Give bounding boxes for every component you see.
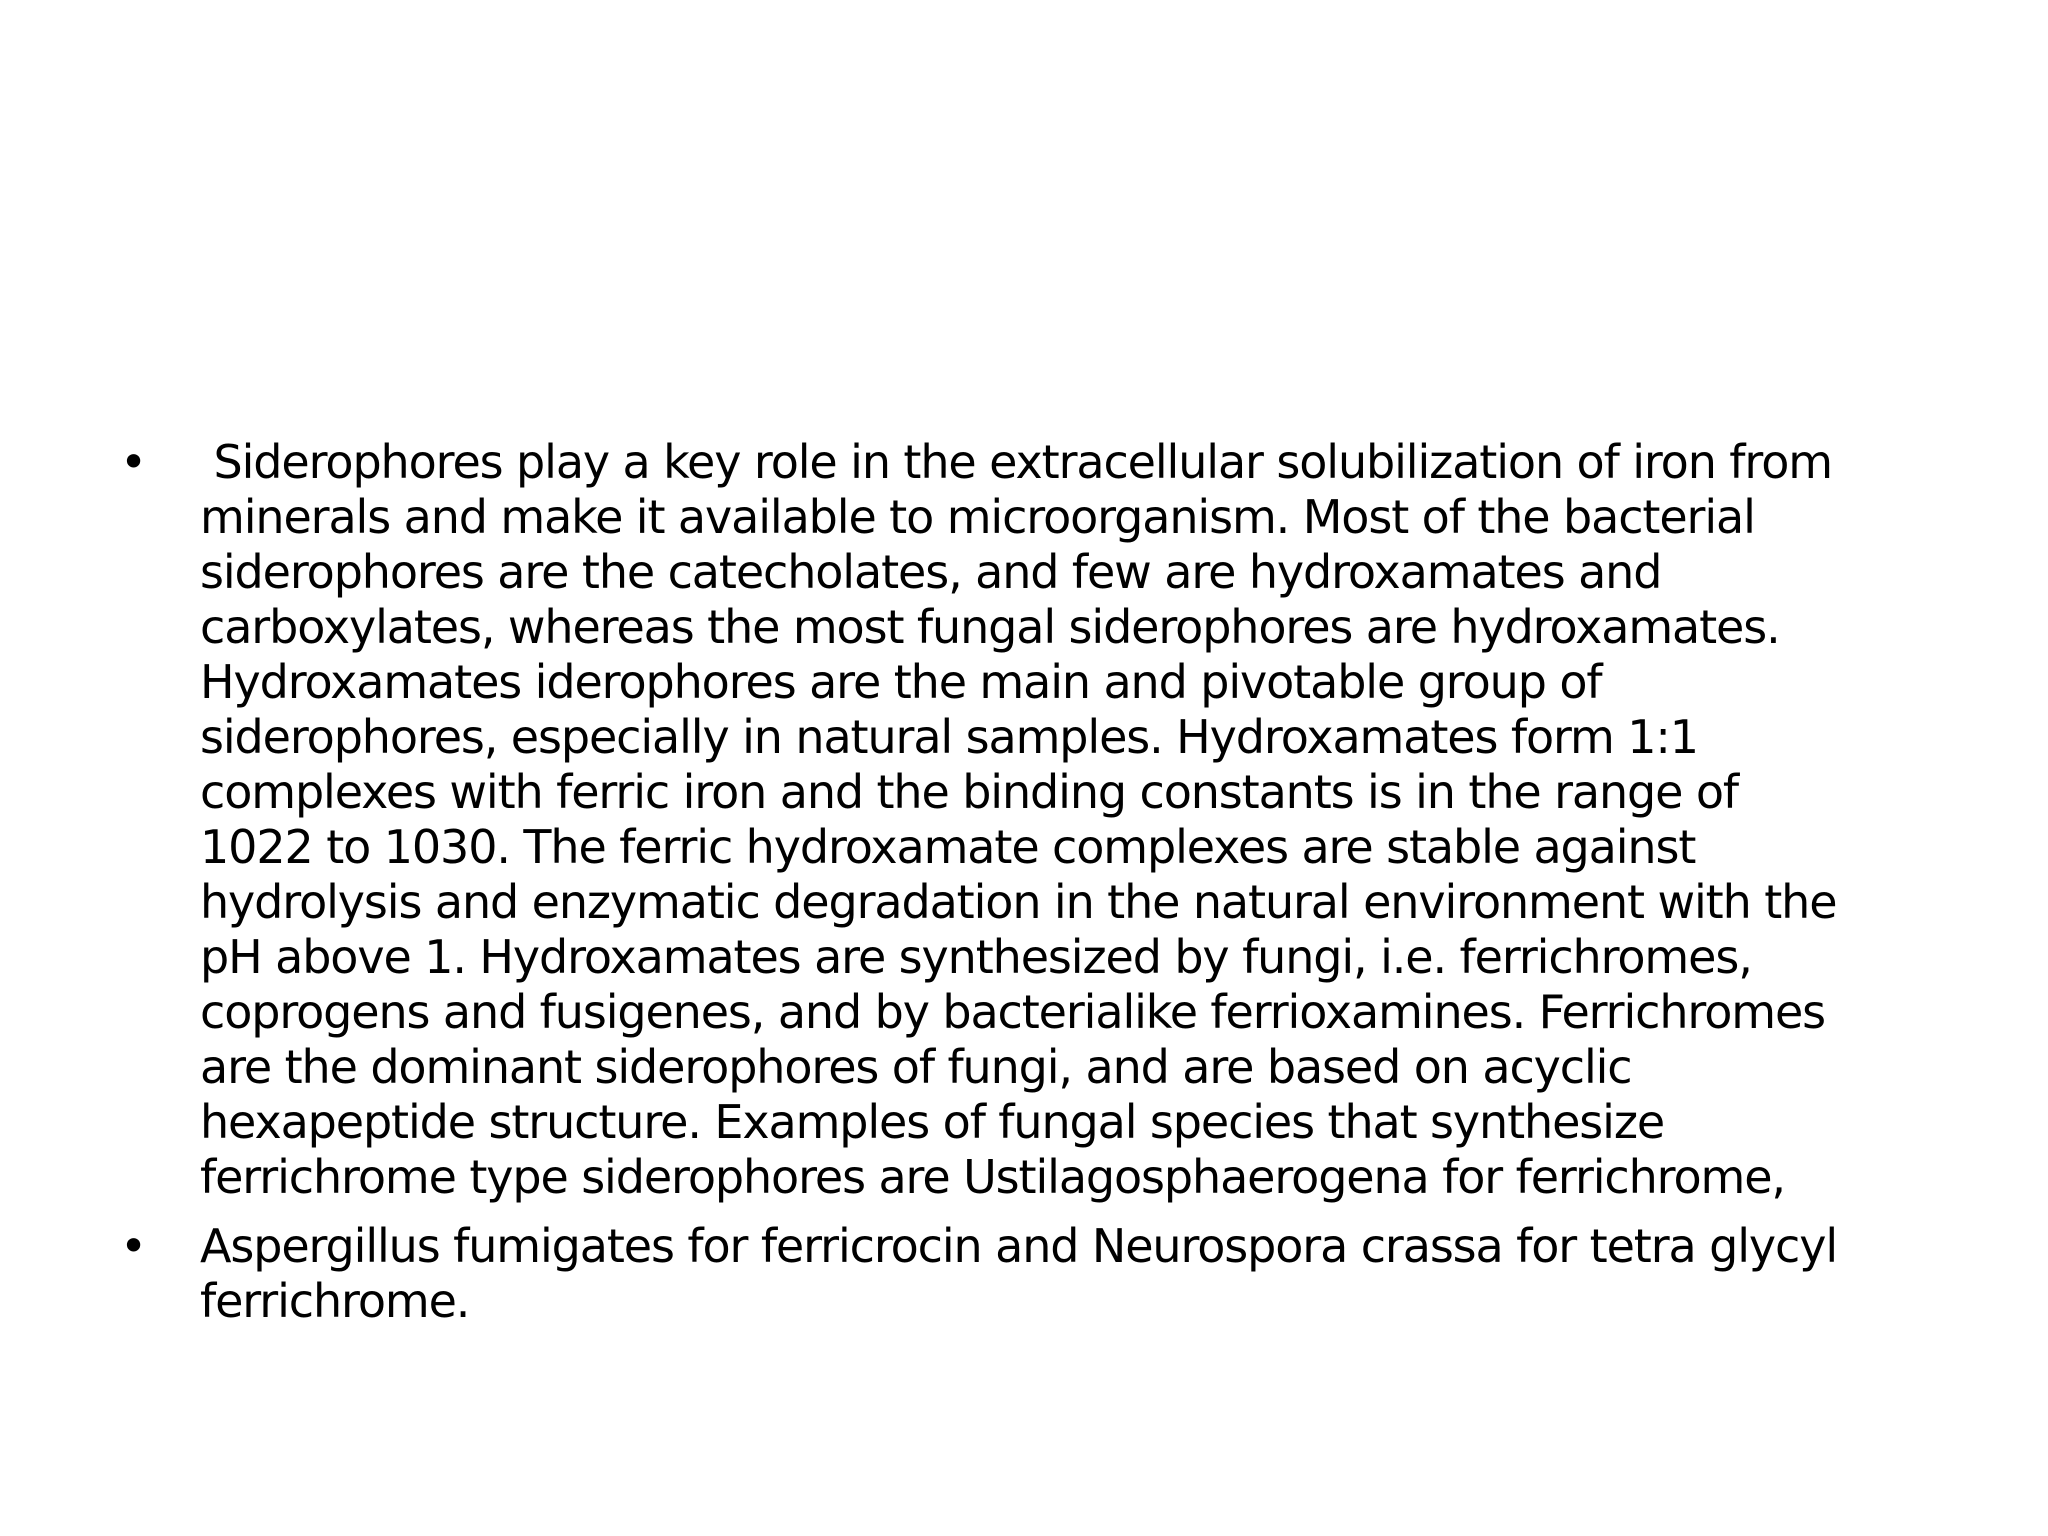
text-line: Hydroxamates iderophores are the main and pivotable group of xyxy=(200,655,1602,709)
slide-body xyxy=(120,435,1960,1329)
text-line: minerals and make it available to microorganism. Most of the bacterial xyxy=(200,490,1755,544)
bullet-item-1 xyxy=(120,435,1960,1205)
text-line: pH above 1. Hydroxamates are synthesized by fungi, i.e. ferrichromes, xyxy=(200,930,1752,984)
text-line: siderophores are the catecholates, and few are hydroxamates and xyxy=(200,545,1662,599)
text-line: Aspergillus fumigates for ferricrocin and Neurospora crassa for tetra glycyl xyxy=(200,1219,1838,1273)
text-line: complexes with ferric iron and the binding constants is in the range of xyxy=(200,765,1739,819)
text-line: siderophores, especially in natural samples. Hydroxamates form 1:1 xyxy=(200,710,1698,764)
text-line: ferrichrome type siderophores are Ustilagosphaerogena for ferrichrome, xyxy=(200,1150,1785,1204)
bullet-icon: • xyxy=(120,1219,147,1273)
text-line: coprogens and fusigenes, and by bacterialike ferrioxamines. Ferrichromes xyxy=(200,985,1826,1039)
text-line: Siderophores play a key role in the extracellular solubilization of iron from xyxy=(200,435,1832,489)
text-line: carboxylates, whereas the most fungal siderophores are hydroxamates. xyxy=(200,600,1780,654)
text-line: hydrolysis and enzymatic degradation in the natural environment with the xyxy=(200,875,1837,929)
bullet-icon: • xyxy=(120,435,147,489)
text-line: 1022 to 1030. The ferric hydroxamate complexes are stable against xyxy=(200,820,1696,874)
text-line: ferrichrome. xyxy=(200,1274,470,1328)
bullet-item-2 xyxy=(120,1219,1960,1329)
text-line: are the dominant siderophores of fungi, and are based on acyclic xyxy=(200,1040,1632,1094)
text-line: hexapeptide structure. Examples of fungal species that synthesize xyxy=(200,1095,1665,1149)
